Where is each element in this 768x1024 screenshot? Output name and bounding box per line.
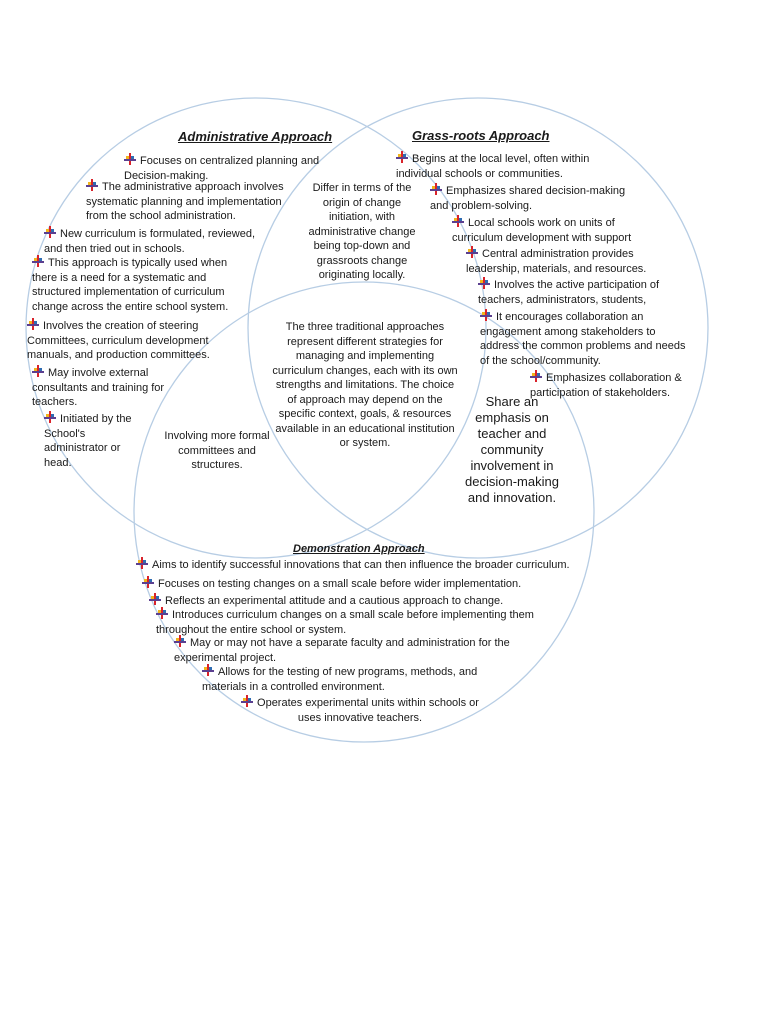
overlap-admin-grassroots: Differ in terms of the origin of change initiation, with administrative change being top-down and grassroots change originating locally.	[308, 182, 416, 281]
demonstration-item: Allows for the testing of new programs, methods, and materials in a controlled environment.	[202, 666, 478, 693]
bullet-icon	[32, 365, 44, 377]
bullet-icon	[480, 309, 492, 321]
bullet-icon	[32, 255, 44, 267]
bullet-icon	[86, 179, 98, 191]
grassroots-item: Emphasizes collaboration & participation of stakeholders.	[530, 372, 682, 399]
bullet-icon	[149, 593, 161, 605]
bullet-icon	[142, 576, 154, 588]
bullet-icon	[44, 411, 56, 423]
bullet-icon	[202, 664, 214, 676]
bullet-icon	[44, 226, 56, 238]
admin-item: Initiated by the School's administrator or head.	[44, 413, 132, 469]
grassroots-item: Involves the active participation of teachers, administrators, students,	[478, 279, 660, 306]
bullet-icon	[136, 557, 148, 569]
admin-item: Focuses on centralized planning and Decision-making.	[124, 155, 320, 182]
bullet-icon	[396, 151, 408, 163]
admin-item: May involve external consultants and training for teachers.	[32, 367, 165, 408]
bullet-icon	[241, 695, 253, 707]
grassroots-item: Begins at the local level, often within individual schools or communities.	[396, 153, 590, 180]
bullet-icon	[478, 277, 490, 289]
bullet-icon	[466, 246, 478, 258]
demonstration-item: Aims to identify successful innovations that can then influence the broader curriculum.	[136, 557, 606, 573]
administrative-title: Administrative Approach	[178, 129, 333, 144]
bullet-icon	[156, 607, 168, 619]
grassroots-item: Emphasizes shared decision-making and problem-solving.	[430, 185, 626, 212]
admin-item: The administrative approach involves systematic planning and implementation from the school administration.	[86, 181, 284, 222]
overlap-admin-demonstration: Involving more formal committees and structures.	[164, 430, 270, 471]
admin-item: New curriculum is formulated, reviewed, and then tried out in schools.	[44, 228, 256, 255]
demonstration-item: Focuses on testing changes on a small scale before wider implementation.	[142, 576, 562, 592]
demonstration-title: Demonstration Approach	[293, 543, 425, 555]
admin-item: This approach is typically used when there is a need for a systematic and structured implementation of curriculum change across the entire school system.	[32, 257, 229, 313]
bullet-icon	[174, 635, 186, 647]
grassroots-item: Central administration provides leadership, materials, and resources.	[466, 248, 647, 275]
demonstration-item: Operates experimental units within schools or uses innovative teachers.	[240, 695, 480, 725]
bullet-icon	[27, 318, 39, 330]
admin-item: Involves the creation of steering Committees, curriculum development manuals, and production committees.	[27, 320, 210, 361]
overlap-grassroots-demonstration: Share an emphasis on teacher and community involvement in decision-making and innovation.	[465, 394, 559, 505]
demonstration-item: Introduces curriculum changes on a small scale before implementing them throughout the entire school or system.	[156, 609, 534, 636]
grassroots-item: It encourages collaboration an engagement among stakeholders to address the common problems and needs of the school/community.	[480, 311, 686, 367]
bullet-icon	[124, 153, 136, 165]
bullet-icon	[430, 183, 442, 195]
demonstration-item: Reflects an experimental attitude and a cautious approach to change.	[149, 593, 549, 609]
overlap-center: The three traditional approaches represent different strategies for managing and implementing curriculum changes, each with its own strengths and limitations. The choice of approach may depend on the specific context, goals, & resources available in an educational institution or system.	[272, 321, 458, 449]
bullet-icon	[452, 215, 464, 227]
bullet-icon	[530, 370, 542, 382]
grassroots-title: Grass-roots Approach	[412, 128, 550, 143]
demonstration-item: May or may not have a separate faculty and administration for the experimental project.	[174, 637, 510, 664]
grassroots-item: Local schools work on units of curriculum development with support	[452, 217, 632, 244]
